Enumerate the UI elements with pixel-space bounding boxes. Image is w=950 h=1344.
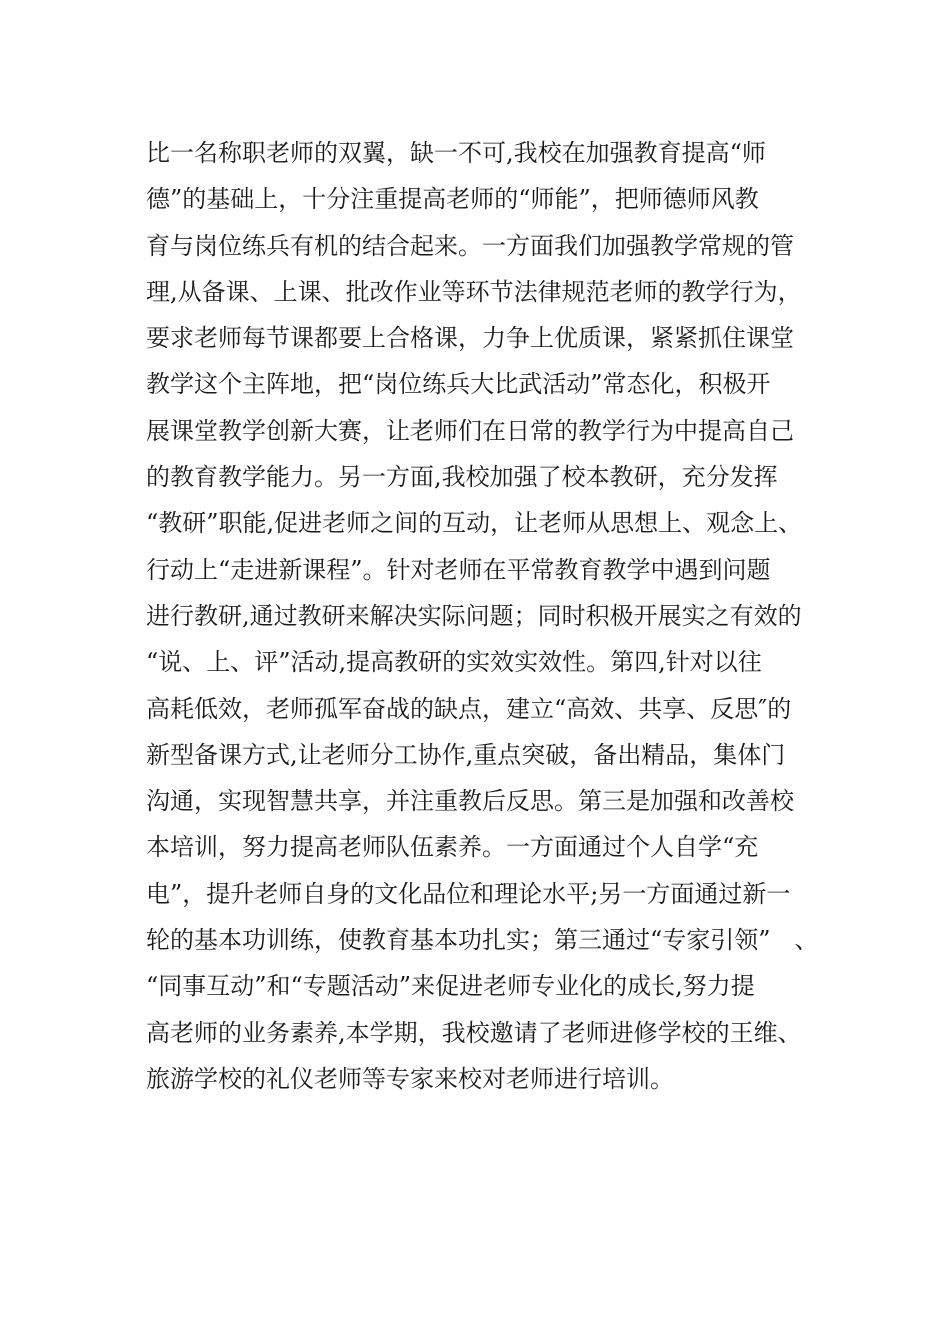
text-line: 理,从备课、上课、批改作业等环节法律规范老师的教学行为， [146,277,802,306]
text-line: 德”的基础上，十分注重提高老师的“师能”，把师德师风教 [146,185,759,214]
text-line: 旅游学校的礼仪老师等专家来校对老师进行培训。 [146,1064,674,1093]
text-line: 进行教研,通过教研来解决实际问题；同时积极开展实之有效的 [146,601,802,630]
text-line: 电”，提升老师自身的文化品位和理论水平;另一方面通过新一 [146,879,791,908]
text-line: 本培训，努力提高老师队伍素养。一方面通过个人自学“充 [146,833,759,862]
text-line: 新型备课方式,让老师分工协作,重点突破，备出精品，集体门 [146,740,786,769]
text-line: 展课堂教学创新大赛，让老师们在日常的教学行为中提高自己 [146,416,794,445]
text-line: 比一名称职老师的双翼，缺一不可,我校在加强教育提高“师 [146,139,766,167]
body-text [146,130,846,1102]
text-line: 高老师的业务素养,本学期，我校邀请了老师进修学校的王维、 [146,1018,802,1047]
text-line: 高耗低效，老师孤军奋战的缺点，建立“高效、共享、反思″的 [146,694,792,723]
text-line: “同事互动”和“专题活动”来促进老师专业化的成长,努力提 [146,972,755,1001]
text-line: 轮的基本功训练，使教育基本功扎实；第三通过“专家引领” 、 [146,926,819,955]
text-line: 行动上“走进新课程”。针对老师在平常教育教学中遇到问题 [146,555,771,584]
text-line: “教研”职能,促进老师之间的互动，让老师从思想上、观念上、 [146,509,803,538]
text-line: 要求老师每节课都要上合格课，力争上优质课，紧紧抓住课堂 [146,324,794,353]
text-line: “说、上、评”活动,提高教研的实效实效性。第四,针对以往 [146,648,762,677]
text-line: 沟通，实现智慧共享，并注重教后反思。第三是加强和改善校 [146,787,794,816]
text-line: 育与岗位练兵有机的结合起来。一方面我们加强教学常规的管 [146,231,794,260]
text-line: 的教育教学能力。另一方面,我校加强了校本教研，充分发挥 [146,463,778,492]
text-line: 教学这个主阵地，把“岗位练兵大比武活动”常态化，积极开 [146,370,771,399]
